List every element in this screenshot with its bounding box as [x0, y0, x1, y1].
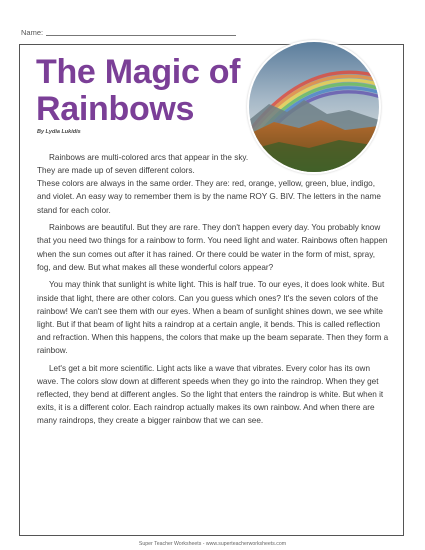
paragraph-4: Let's get a bit more scientific. Light acts like a wave that vibrates. Every color has its own wave. The colors slow down at different speeds when they go into the raindrop. When they get reflected, they bend at different angles. So the light that enters the raindrop is white. But when it exits, it is a different color. Each raindrop actually makes its own rainbow. And when there are many raindrops, they create a bigger rainbow that we can see.: [37, 363, 384, 426]
footer: Super Teacher Worksheets - www.superteacherworksheets.com: [138, 541, 287, 547]
name-blank-line[interactable]: [46, 35, 236, 36]
name-label: Name:: [21, 28, 44, 37]
title-line-2: Rainbows: [36, 90, 195, 128]
title-line-1: The Magic of: [36, 53, 241, 91]
article-body: [37, 151, 390, 432]
page-title: [36, 54, 240, 128]
paragraph-1a: Rainbows are multi-colored arcs that appear in the sky. They are made up of seven different colors.: [37, 153, 249, 176]
byline: By Lydia Lukidis: [37, 129, 81, 135]
paragraph-1b: These colors are always in the same order. They are: red, orange, yellow, green, blue, indigo, and violet. An easy way to remember them is by the name ROY G. BIV. The letters in the name stand for each color.: [37, 179, 381, 215]
name-field[interactable]: [21, 28, 236, 37]
paragraph-3: You may think that sunlight is white light. This is half true. To our eyes, it does look white. But inside that light, there are other colors. Can you guess which ones? It's the seven colors of the rainbow! We can't see them with our eyes. When a beam of sunlight shines down, we see white light. But if that beam of light hits a raindrop at a certain angle, it bends. This is called reflection and refraction. When this happens, the colors that make up the beam separate. Then they form a rainbow.: [37, 280, 389, 356]
paragraph-2: Rainbows are beautiful. But they are rare. They don't happen every day. You probably know that you need two things for a rainbow to form. You need light and water. Rainbows often happen when the sun comes out after it has rained. Or there could be water in the form of mist, spray, fog, and dew. But what makes all these wonderful colors appear?: [37, 223, 388, 272]
